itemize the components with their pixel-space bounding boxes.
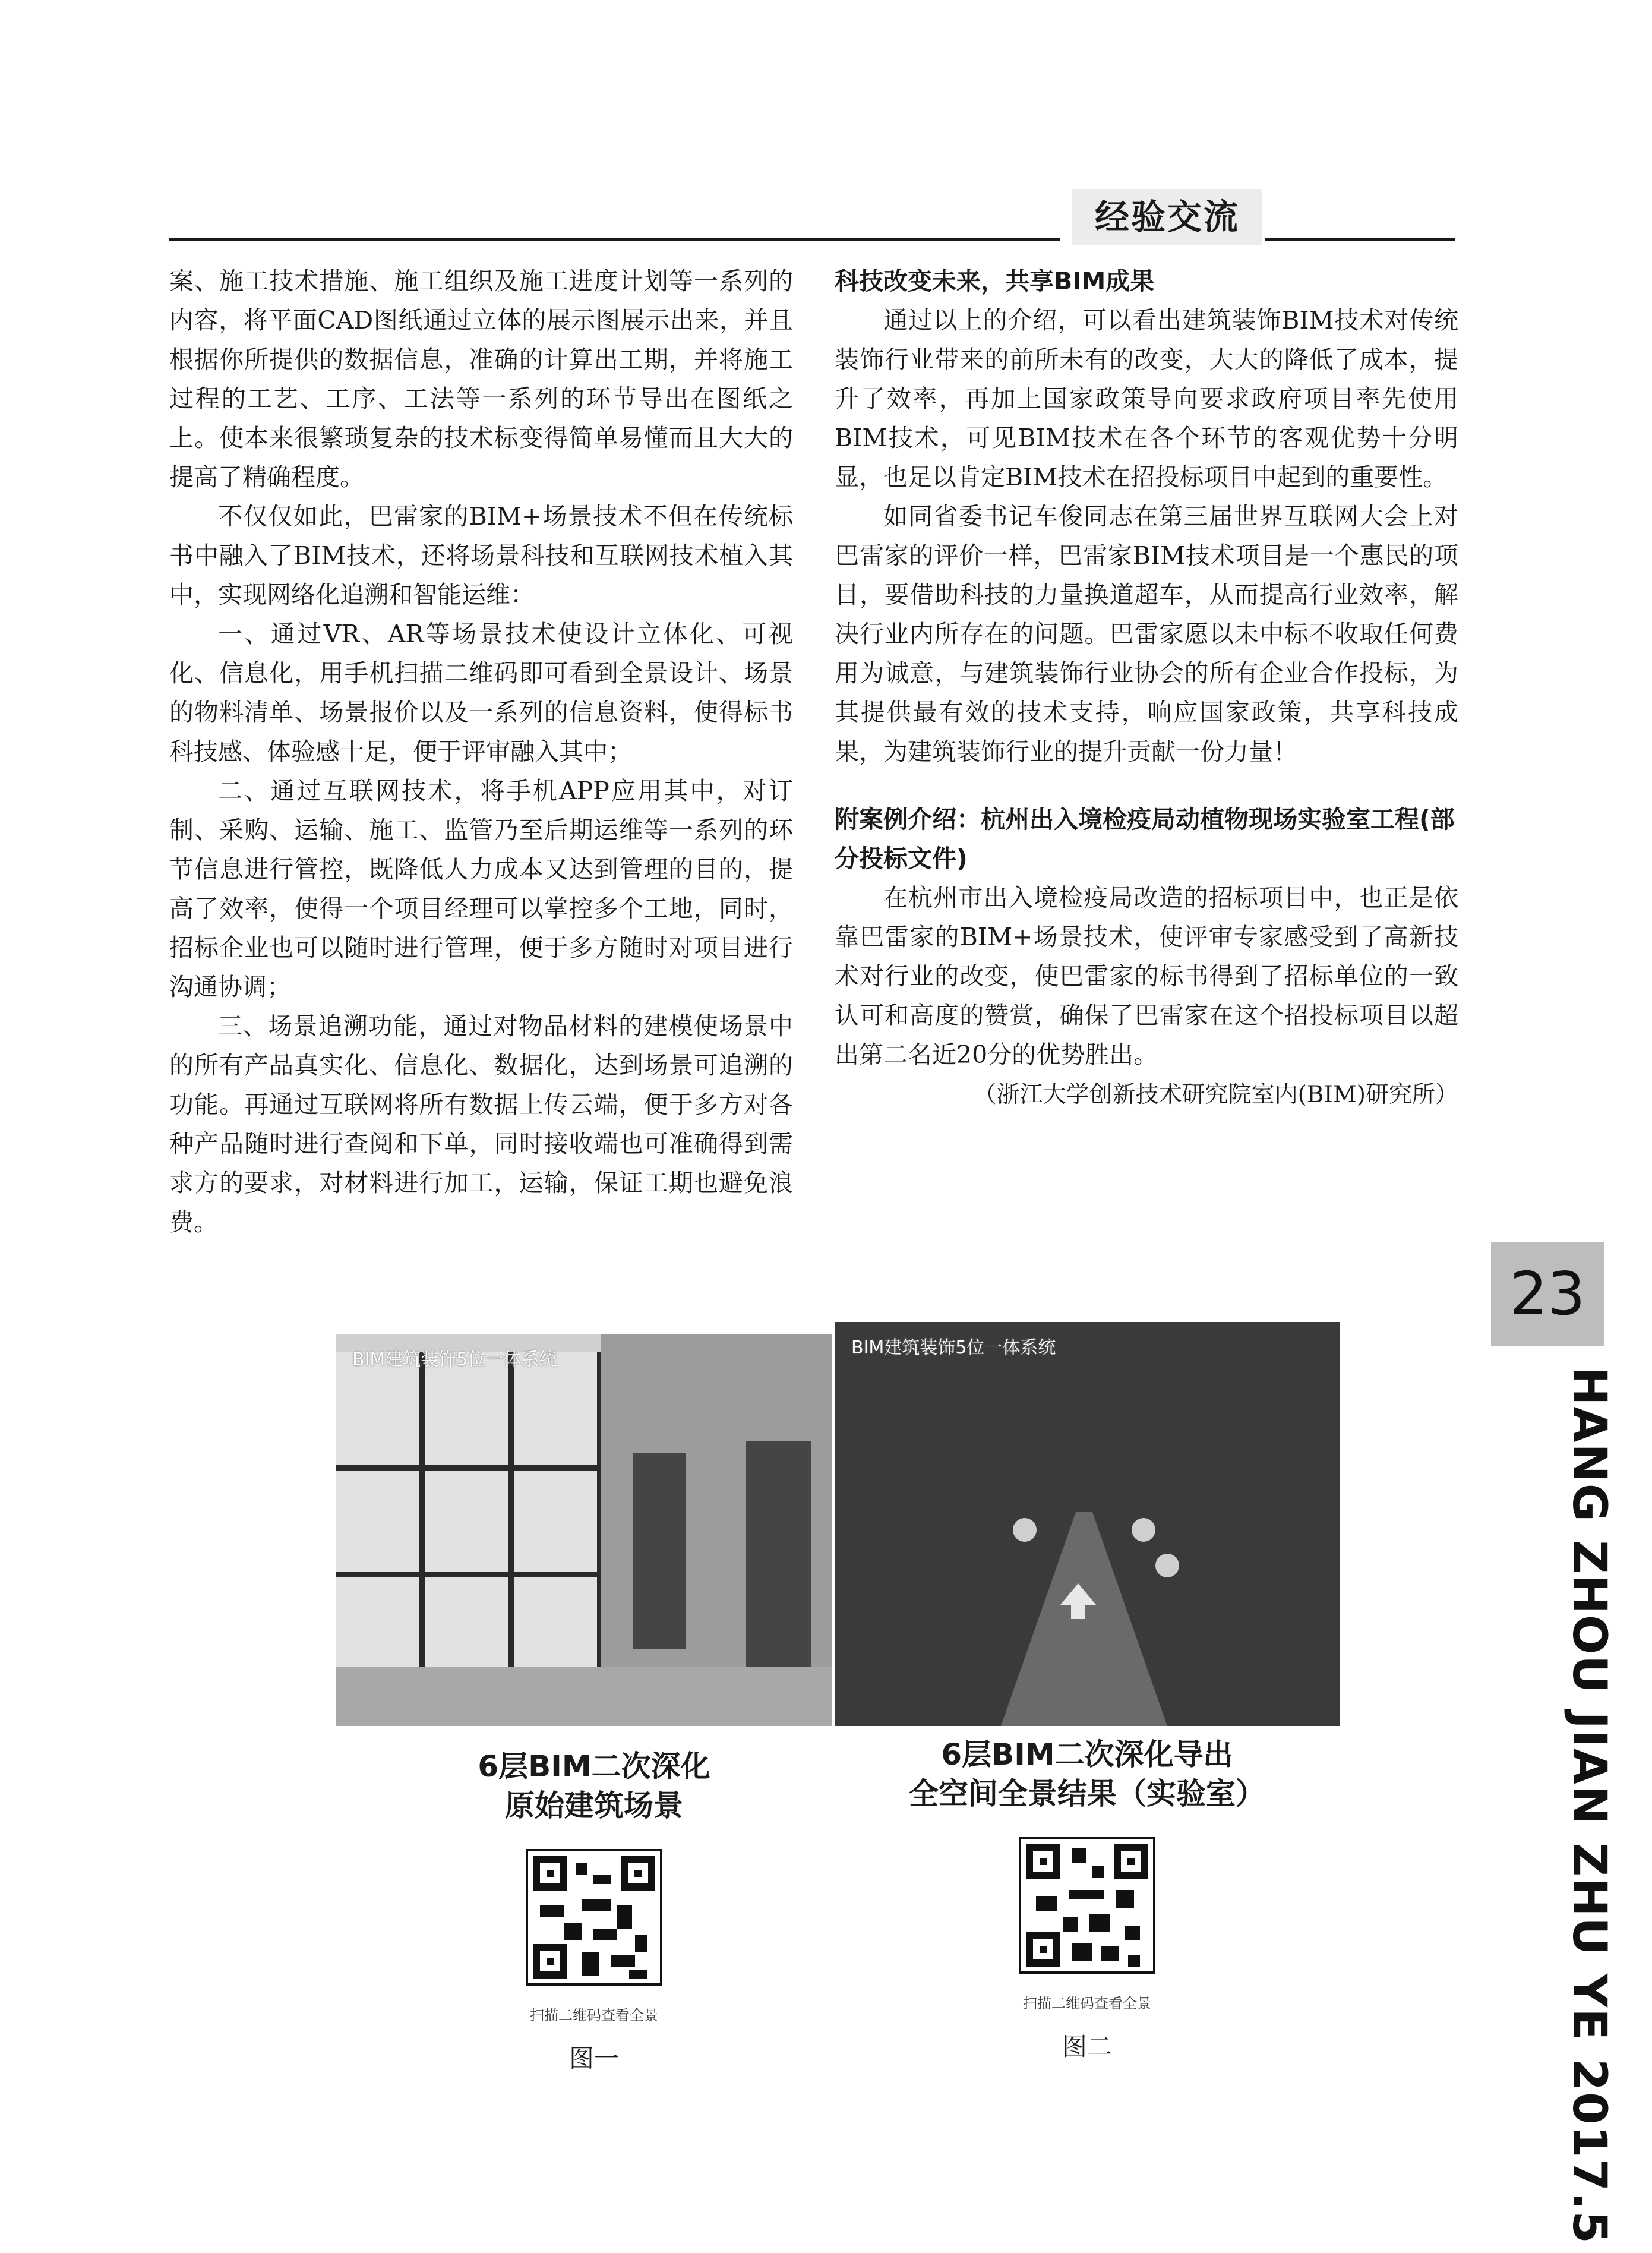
journal-name: HANG ZHOU JIAN ZHU YE 2017.5 <box>1562 1367 1616 2245</box>
left-paragraph-4: 二、通过互联网技术，将手机APP应用其中，对订制、采购、运输、施工、监管乃至后期运维等一系列的环节信息进行管控，既降低人力成本又达到管理的目的，提高了效率，使得一个项目经理可以掌控多个工地，同时，招标企业也可以随时进行管理，便于多方随时对项目进行沟通协调； <box>169 777 793 1001</box>
left-column <box>169 261 793 1242</box>
photo-rendered-corridor <box>835 1322 1340 1726</box>
left-paragraph-1: 案、施工技术措施、施工组织及施工进度计划等一系列的内容，将平面CAD图纸通过立体的展示图展示出来，并且根据你所提供的数据信息，准确的计算出工期，并将施工过程的工艺、工序、工法等一系列的环节导出在图纸之上。使本来很繁琐复杂的技术标变得简单易懂而且大大的提高了精确程度。 <box>169 267 793 491</box>
left-paragraph-3: 一、通过VR、AR等场景技术使设计立体化、可视化、信息化，用手机扫描二维码即可看到全景设计、场景的物料清单、场景报价以及一系列的信息资料，使得标书科技感、体验感十足，便于评审融入其中； <box>169 620 793 766</box>
figure-caption-line2: 全空间全景结果（实验室） <box>909 1776 1265 1811</box>
figure-label: 图二 <box>1062 2032 1112 2061</box>
author-credit: （浙江大学创新技术研究院室内(BIM)研究所） <box>973 1081 1458 1108</box>
section-title: 经验交流 <box>1072 189 1262 245</box>
figure-caption-line1: 6层BIM二次深化 <box>478 1749 710 1784</box>
left-paragraph-2: 不仅仅如此，巴雷家的BIM+场景技术不但在传统标书中融入了BIM技术，还将场景科技和互联网技术植入其中，实现网络化追溯和智能运维： <box>169 502 793 609</box>
section-header <box>169 189 1455 248</box>
figure-caption-line2: 原始建筑场景 <box>505 1788 683 1823</box>
photo-overlay-text: BIM建筑装饰5位一体系统 <box>352 1349 557 1370</box>
right-paragraph-3: 在杭州市出入境检疫局改造的招标项目中，也正是依靠巴雷家的BIM+场景技术，使评审专家感受到了高新技术对行业的改变，使巴雷家的标书得到了招标单位的一致认可和高度的赞赏，确保了巴雷家在这个招投标项目以超出第二名近20分的优势胜出。 <box>835 883 1458 1069</box>
photo-original-building <box>336 1334 832 1726</box>
right-heading-2: 附案例介绍：杭州出入境检疫局动植物现场实验室工程(部分投标文件) <box>835 805 1455 873</box>
header-rule-right <box>1265 238 1455 241</box>
scan-hint: 扫描二维码查看全景 <box>1023 1995 1151 2012</box>
left-paragraph-5: 三、场景追溯功能，通过对物品材料的建模使场景中的所有产品真实化、信息化、数据化，达到场景可追溯的功能。再通过互联网将所有数据上传云端，便于多方对各种产品随时进行查阅和下单，同时接收端也可准确得到需求方的要求，对材料进行加工，运输，保证工期也避免浪费。 <box>169 1012 793 1236</box>
right-paragraph-1: 通过以上的介绍，可以看出建筑装饰BIM技术对传统装饰行业带来的前所未有的改变，大大的降低了成本，提升了效率，再加上国家政策导向要求政府项目率先使用BIM技术，可见BIM技术在各个环节的客观优势十分明显，也足以肯定BIM技术在招投标项目中起到的重要性。 <box>835 306 1458 491</box>
page-number: 23 <box>1491 1242 1604 1346</box>
scan-hint: 扫描二维码查看全景 <box>530 2007 658 2024</box>
right-column <box>835 261 1458 1116</box>
figure-caption-line1: 6层BIM二次深化导出 <box>941 1737 1233 1772</box>
photo-overlay-text: BIM建筑装饰5位一体系统 <box>851 1337 1056 1358</box>
figure-2 <box>844 1735 1331 2063</box>
right-heading-1: 科技改变未来，共享BIM成果 <box>835 267 1155 295</box>
corridor-floor <box>1001 1512 1167 1726</box>
header-rule-left <box>169 238 1060 241</box>
qr-code-icon[interactable] <box>526 1849 662 1986</box>
floor <box>336 1667 832 1726</box>
qr-code-icon[interactable] <box>1019 1837 1155 1974</box>
right-paragraph-2: 如同省委书记车俊同志在第三届世界互联网大会上对巴雷家的评价一样，巴雷家BIM技术项目是一个惠民的项目，要借助科技的力量换道超车，从而提高行业效率，解决行业内所存在的问题。巴雷家愿以未中标不收取任何费用为诚意，与建筑装饰行业协会的所有企业合作投标，为其提供最有效的技术支持，响应国家政策，共享科技成果，为建筑装饰行业的提升贡献一份力量！ <box>835 502 1458 766</box>
figure-1 <box>416 1747 772 2075</box>
figure-label: 图一 <box>568 2044 619 2073</box>
